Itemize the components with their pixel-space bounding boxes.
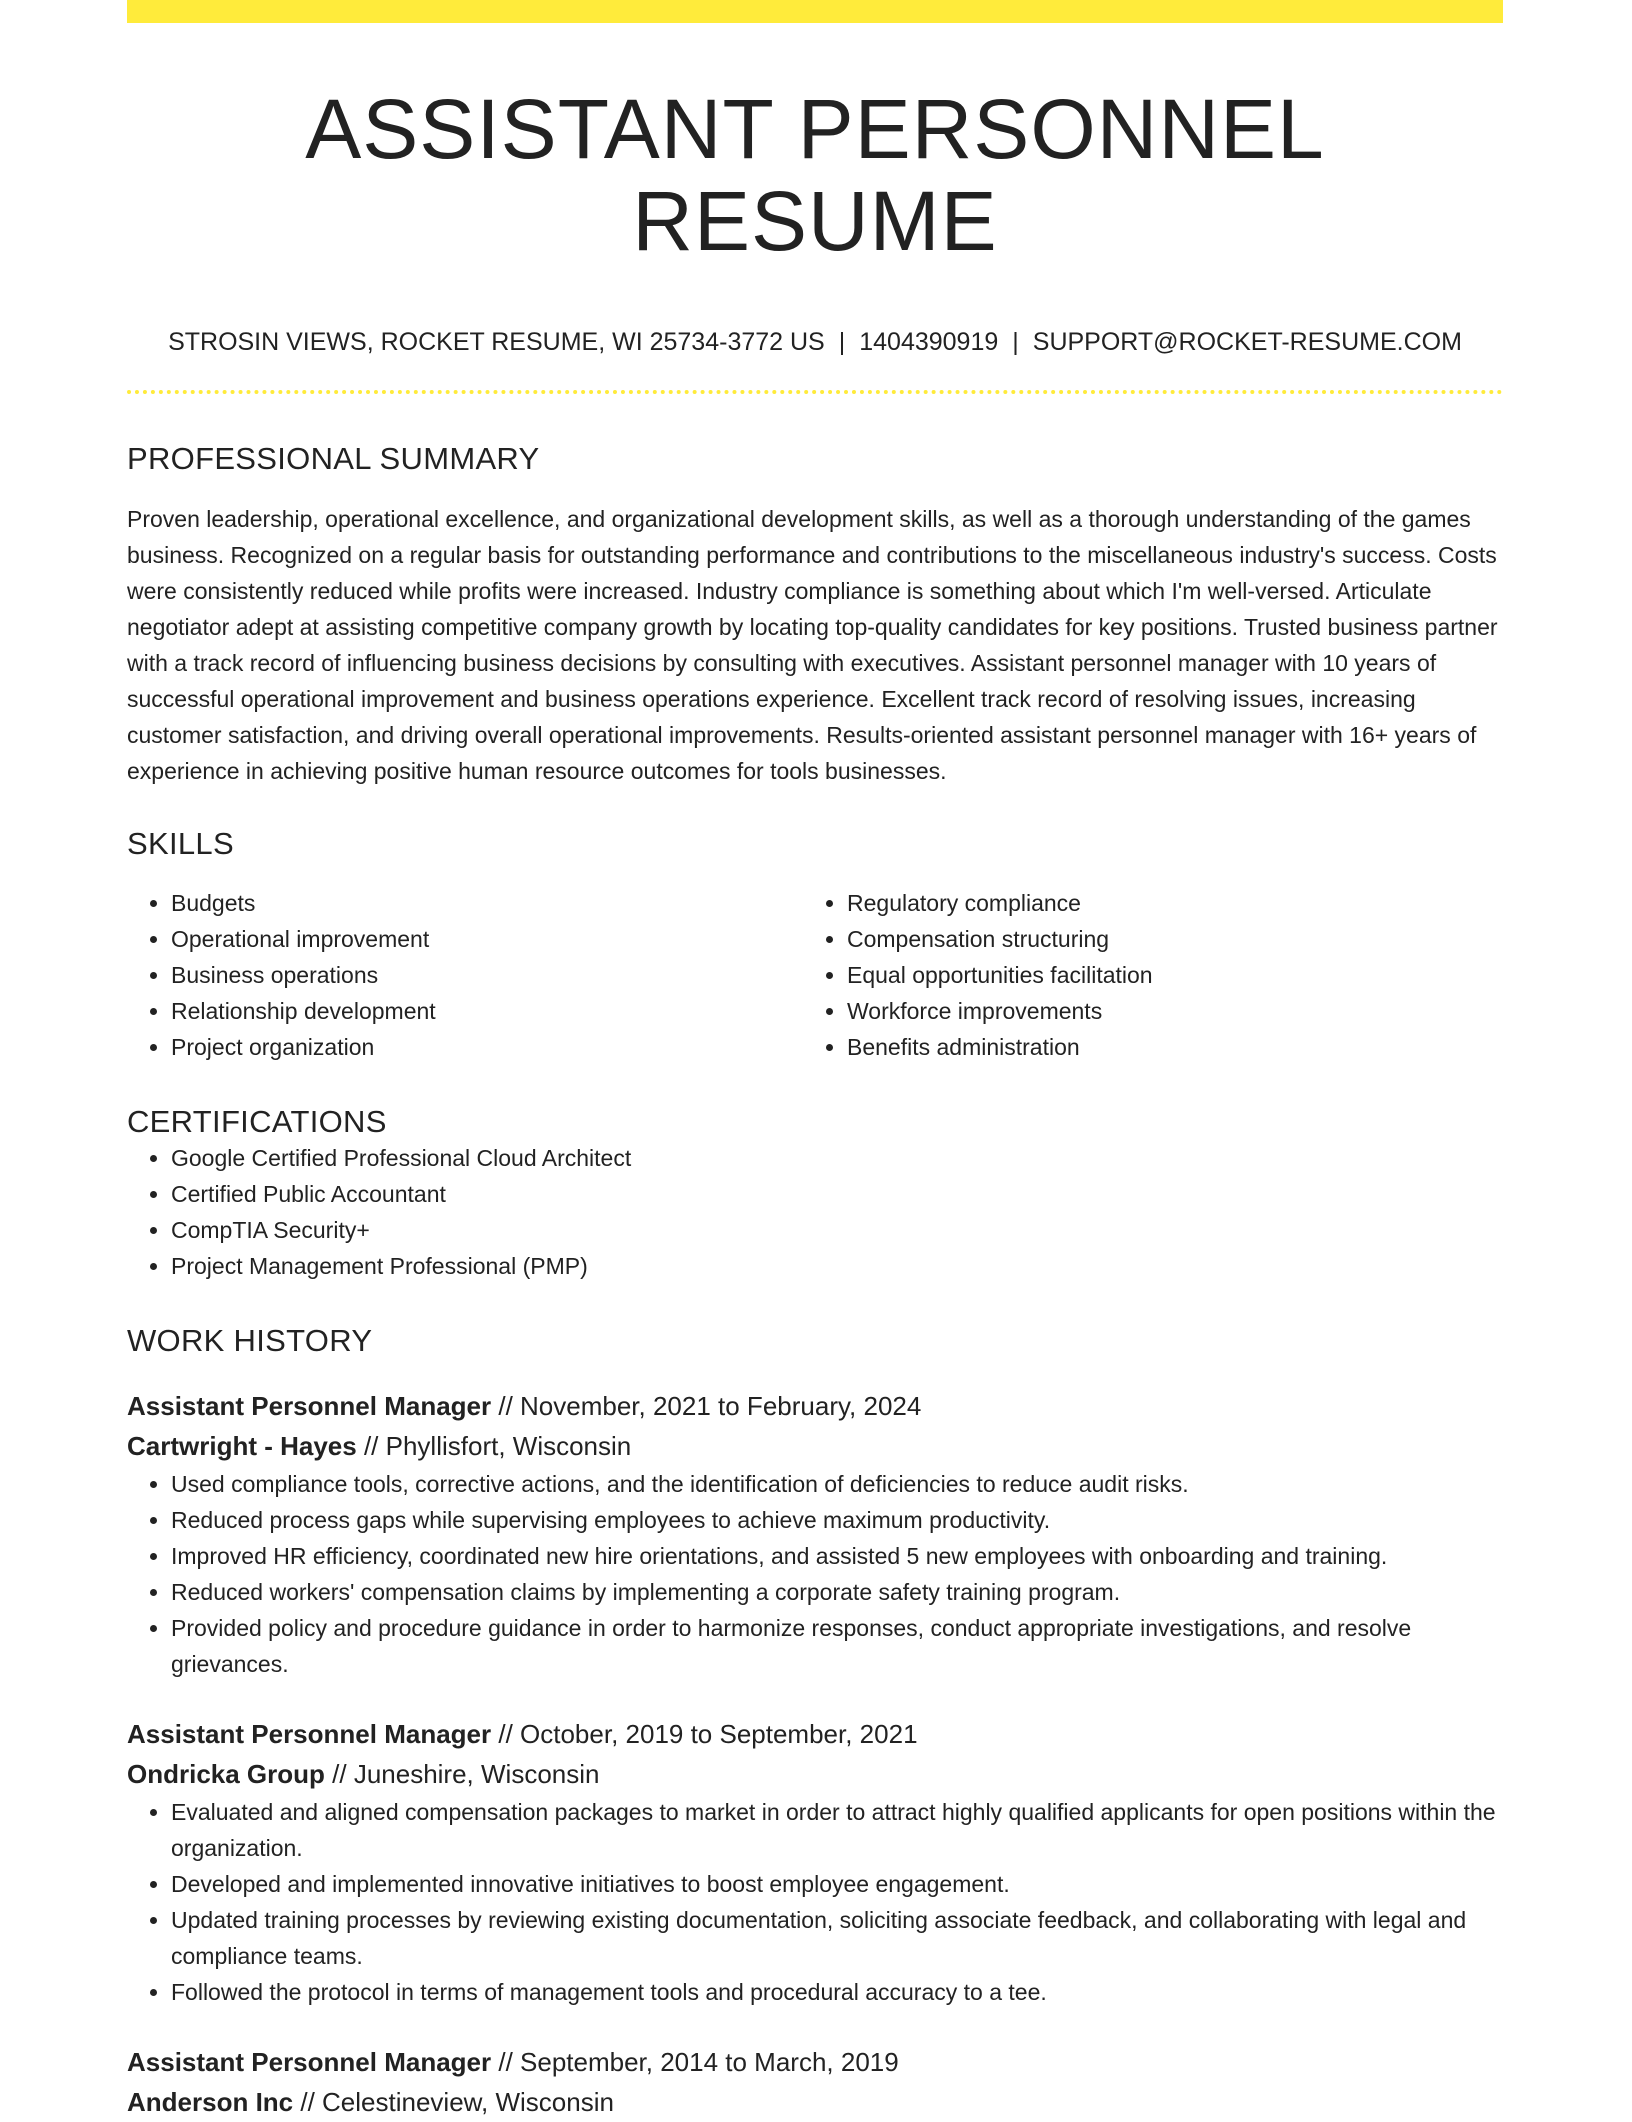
- job-bullet: • Improved HR efficiency, coordinated new hire orientations, and assisted 5 new employees with onboarding and training.: [171, 1538, 1503, 1574]
- skill-item: • Workforce improvements: [847, 993, 1479, 1029]
- job-role: Assistant Personnel Manager: [127, 1390, 492, 1421]
- skill-item: • Business operations: [171, 957, 803, 993]
- skills-column-left: [127, 885, 803, 1065]
- job-entry: [127, 1714, 1503, 2010]
- certifications-list: [127, 1140, 1503, 1284]
- job-bullet: • Followed the protocol in terms of management tools and procedural accuracy to a tee.: [171, 1974, 1503, 2010]
- skill-item: • Benefits administration: [847, 1029, 1479, 1065]
- certifications-heading: CERTIFICATIONS: [127, 1104, 387, 1140]
- skills-list-left: [171, 885, 803, 1065]
- summary-heading: PROFESSIONAL SUMMARY: [127, 440, 540, 476]
- skill-item: • Equal opportunities facilitation: [847, 957, 1479, 993]
- job-bullet: • Reduced workers' compensation claims by implementing a corporate safety training program.: [171, 1574, 1503, 1610]
- job-dates: // November, 2021 to February, 2024: [491, 1390, 922, 1421]
- certification-item: • Certified Public Accountant: [171, 1176, 1503, 1212]
- job-role: Assistant Personnel Manager: [127, 2046, 492, 2077]
- skills-grid: [127, 885, 1503, 1065]
- job-role-line: [127, 2042, 1503, 2082]
- contact-separator: |: [1012, 327, 1019, 356]
- contact-line: [127, 327, 1503, 357]
- certification-item: • CompTIA Security+: [171, 1212, 1503, 1248]
- skill-item: • Relationship development: [171, 993, 803, 1029]
- job-company-line: [127, 1754, 1503, 1794]
- contact-separator: |: [838, 327, 846, 356]
- top-accent-bar: [127, 0, 1503, 23]
- job-bullets: [127, 1794, 1503, 2010]
- job-entry: [127, 1386, 1503, 1682]
- skills-list-right: [847, 885, 1479, 1065]
- job-bullet: • Provided policy and procedure guidance in order to harmonize responses, conduct appropriate investigations, and resolve grievances.: [171, 1610, 1503, 1682]
- skill-item: • Project organization: [171, 1029, 803, 1065]
- job-bullet: • Used compliance tools, corrective actions, and the identification of deficiencies to reduce audit risks.: [171, 1466, 1503, 1502]
- job-company: Cartwright - Hayes: [127, 1430, 357, 1461]
- phone: 1404390919: [859, 327, 999, 356]
- skill-item: • Operational improvement: [171, 921, 803, 957]
- summary-text: Proven leadership, operational excellence, and organizational development skills, as well as a thorough understanding of the games business. Recognized on a regular basis for outstanding performance and contributions to the miscellaneous industry's success. Costs were consistently reduced while profits were increased. Industry compliance is something about which I'm well-versed. Articulate negotiator adept at assisting competitive company growth by locating top-quality candidates for key positions. Trusted business partner with a track record of influencing business decisions by consulting with executives. Assistant personnel manager with 10 years of successful operational improvement and business operations experience. Excellent track record of resolving issues, increasing customer satisfaction, and driving overall operational improvements. Results-oriented assistant personnel manager with 16+ years of experience in achieving positive human resource outcomes for tools businesses.: [127, 505, 1498, 784]
- job-entry: [127, 2042, 1503, 2122]
- job-role: Assistant Personnel Manager: [127, 1718, 492, 1749]
- skill-item: • Budgets: [171, 885, 803, 921]
- skills-heading: SKILLS: [127, 825, 234, 861]
- job-dates: // October, 2019 to September, 2021: [491, 1718, 918, 1749]
- email: SUPPORT@ROCKET-RESUME.COM: [1032, 327, 1462, 356]
- job-location: // Celestineview, Wisconsin: [293, 2086, 614, 2117]
- job-location: // Juneshire, Wisconsin: [324, 1758, 600, 1789]
- address: STROSIN VIEWS, ROCKET RESUME, WI 25734-3772 US: [168, 327, 825, 356]
- job-company-line: [127, 2082, 1503, 2122]
- resume-page: [127, 0, 1503, 2122]
- job-bullet: • Reduced process gaps while supervising employees to achieve maximum productivity.: [171, 1502, 1503, 1538]
- certification-item: • Project Management Professional (PMP): [171, 1248, 1503, 1284]
- certification-item: • Google Certified Professional Cloud Architect: [171, 1140, 1503, 1176]
- job-location: // Phyllisfort, Wisconsin: [356, 1430, 632, 1461]
- job-role-line: [127, 1714, 1503, 1754]
- resume-title: ASSISTANT PERSONNEL RESUME: [305, 82, 1325, 269]
- work-history-heading: WORK HISTORY: [127, 1323, 373, 1359]
- job-company: Anderson Inc: [127, 2086, 294, 2117]
- skill-item: • Regulatory compliance: [847, 885, 1479, 921]
- skill-item: • Compensation structuring: [847, 921, 1479, 957]
- job-bullets: [127, 1466, 1503, 1682]
- job-company-line: [127, 1426, 1503, 1466]
- job-role-line: [127, 1386, 1503, 1426]
- job-company: Ondricka Group: [127, 1758, 325, 1789]
- job-bullet: • Updated training processes by reviewing existing documentation, soliciting associate feedback, and collaborating with legal and compliance teams.: [171, 1902, 1503, 1974]
- job-bullet: • Evaluated and aligned compensation packages to market in order to attract highly qualified applicants for open positions within the organization.: [171, 1794, 1503, 1866]
- dotted-divider: [127, 390, 1503, 394]
- skills-column-right: [803, 885, 1479, 1065]
- job-bullet: • Developed and implemented innovative initiatives to boost employee engagement.: [171, 1866, 1503, 1902]
- job-dates: // September, 2014 to March, 2019: [491, 2046, 899, 2077]
